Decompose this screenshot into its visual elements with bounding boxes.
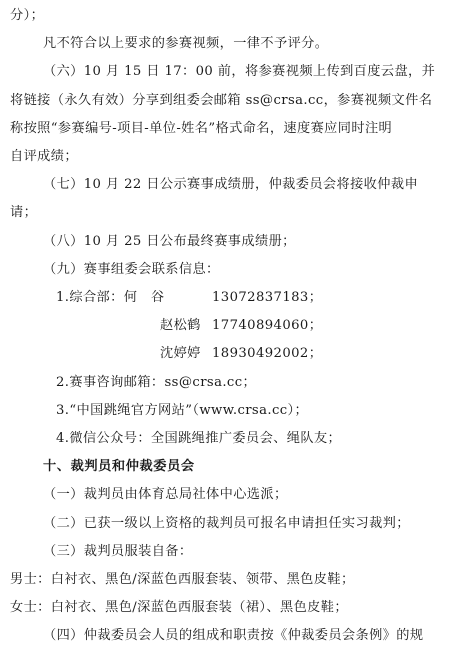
text-line: 女士：白衬衣、黑色/深蓝色西服套装（裙）、黑色皮鞋；	[10, 600, 348, 616]
text-line: 3.“中国跳绳官方网站”（www.crsa.cc）；	[56, 402, 309, 418]
text-line: 自评成绩；	[10, 149, 78, 164]
text-line: 4.微信公众号：全国跳绳推广委员会、绳队友；	[56, 431, 342, 446]
contact-phone: 18930492002；	[212, 346, 323, 362]
contact-phone: 17740894060；	[212, 318, 323, 334]
text-line: 称按照“参赛编号-项目-单位-姓名”格式命名，速度赛应同时注明	[10, 120, 393, 136]
text-line: （二）已获一级以上资格的裁判员可报名申请担任实习裁判；	[43, 515, 410, 531]
contact-name: 赵松鹤	[160, 318, 201, 334]
text-line: （九）赛事组委会联系信息：	[43, 261, 220, 277]
text-line: 凡不符合以上要求的参赛视频，一律不予评分。	[43, 36, 329, 52]
text-line: （六）10 月 15 日 17：00 前，将参赛视频上传到百度云盘，并	[43, 64, 436, 80]
text-line: 将链接（永久有效）分享到组委会邮箱 ss@crsa.cc，参赛视频文件名	[10, 92, 433, 108]
contact-name: 1.综合部：何 谷	[56, 290, 165, 305]
contact-name: 沈婷婷	[160, 346, 201, 362]
text-line: 男士：白衬衣、黑色/深蓝色西服套装、领带、黑色皮鞋；	[10, 572, 355, 587]
text-line: （三）裁判员服装自备：	[43, 543, 193, 559]
contact-phone: 13072837183；	[212, 290, 323, 305]
text-line: （八）10 月 25 日公布最终赛事成绩册；	[43, 233, 296, 249]
text-line: （七）10 月 22 日公示赛事成绩册，仲裁委员会将接收仲裁申	[43, 177, 419, 193]
text-line: 2.赛事咨询邮箱：ss@crsa.cc；	[56, 374, 257, 390]
text-line: 分）；	[10, 8, 45, 23]
text-line: （四）仲裁委员会人员的组成和职责按《仲裁委员会条例》的规	[43, 628, 424, 644]
text-line: （一）裁判员由体育总局社体中心选派；	[43, 487, 288, 503]
text-line: 请；	[10, 205, 38, 221]
section-heading: 十、裁判员和仲裁委员会	[43, 459, 195, 475]
